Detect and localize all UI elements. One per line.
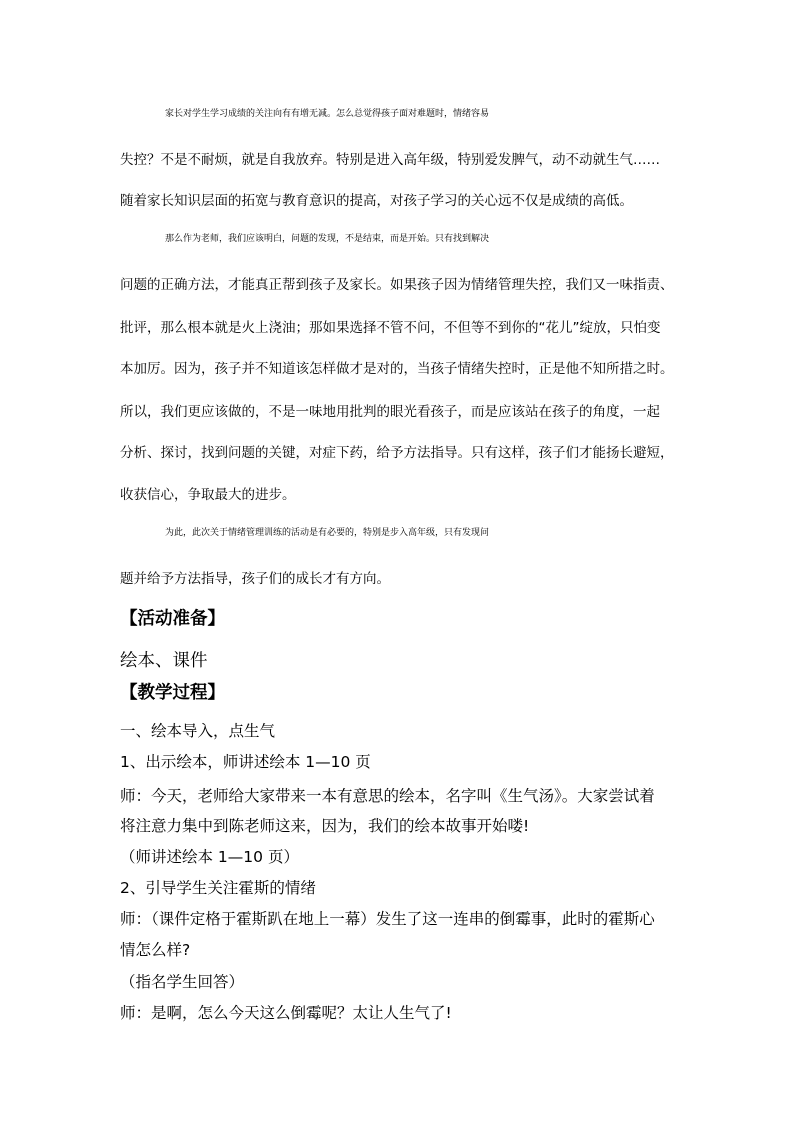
intro-line: 为此，此次关于情绪管理训练的活动是有必要的，特别是步入高年级，只有发现问: [165, 528, 490, 538]
process-line: 一、绘本导入，点生气: [120, 722, 276, 740]
intro-line: 分析、探讨，找到问题的关键，对症下药，给予方法指导。只有这样，孩子们才能扬长避短，: [120, 445, 674, 461]
process-line: 1、出示绘本，师讲述绘本 1—10 页: [120, 753, 371, 771]
intro-line: 批评，那么根本就是火上浇油；那如果选择不管不问，不但等不到你的“花儿”绽放，只怕变: [120, 320, 661, 336]
intro-line: 失控？不是不耐烦，就是自我放弃。特别是进入高年级，特别爱发脾气，动不动就生气……: [120, 152, 660, 168]
activity-prep-heading: 【活动准备】: [120, 609, 225, 629]
process-line: 师：（课件定格于霍斯趴在地上一幕）发生了这一连串的倒霉事，此时的霍斯心: [120, 910, 655, 928]
intro-line: 收获信心，争取最大的进步。: [120, 487, 296, 503]
intro-line: 本加厉。因为，孩子并不知道该怎样做才是对的，当孩子情绪失控时，正是他不知所措之时。: [120, 361, 674, 377]
process-line: 情怎么样?: [120, 941, 191, 959]
intro-line: 题并给予方法指导，孩子们的成长才有方向。: [120, 571, 390, 587]
process-line: （指名学生回答）: [120, 973, 245, 991]
intro-line: 问题的正确方法，才能真正帮到孩子及家长。如果孩子因为情绪管理失控，我们又一味指责、: [120, 277, 674, 293]
activity-prep-content: 绘本、课件: [120, 651, 208, 671]
intro-line: 所以，我们更应该做的，不是一味地用批判的眼光看孩子，而是应该站在孩子的角度，一起: [120, 404, 660, 420]
process-line: 2、引导学生关注霍斯的情绪: [120, 879, 316, 897]
process-line: 将注意力集中到陈老师这来，因为，我们的绘本故事开始喽!: [120, 817, 530, 835]
process-line: 师：今天，老师给大家带来一本有意思的绘本，名字叫《生气汤》。大家尝试着: [120, 787, 655, 805]
process-line: （师讲述绘本 1—10 页）: [120, 848, 299, 866]
teaching-process-heading: 【教学过程】: [120, 683, 225, 703]
process-line: 师：是啊，怎么今天这么倒霉呢？太让人生气了!: [120, 1004, 452, 1022]
intro-line: 家长对学生学习成绩的关注向有有增无减。怎么总觉得孩子面对难题时，情绪容易: [165, 109, 490, 119]
intro-line: 那么作为老师，我们应该明白，问题的发现，不是结束，而是开始。只有找到解决: [165, 234, 490, 244]
intro-line: 随着家长知识层面的拓宽与教育意识的提高，对孩子学习的关心远不仅是成绩的高低。: [120, 193, 633, 209]
